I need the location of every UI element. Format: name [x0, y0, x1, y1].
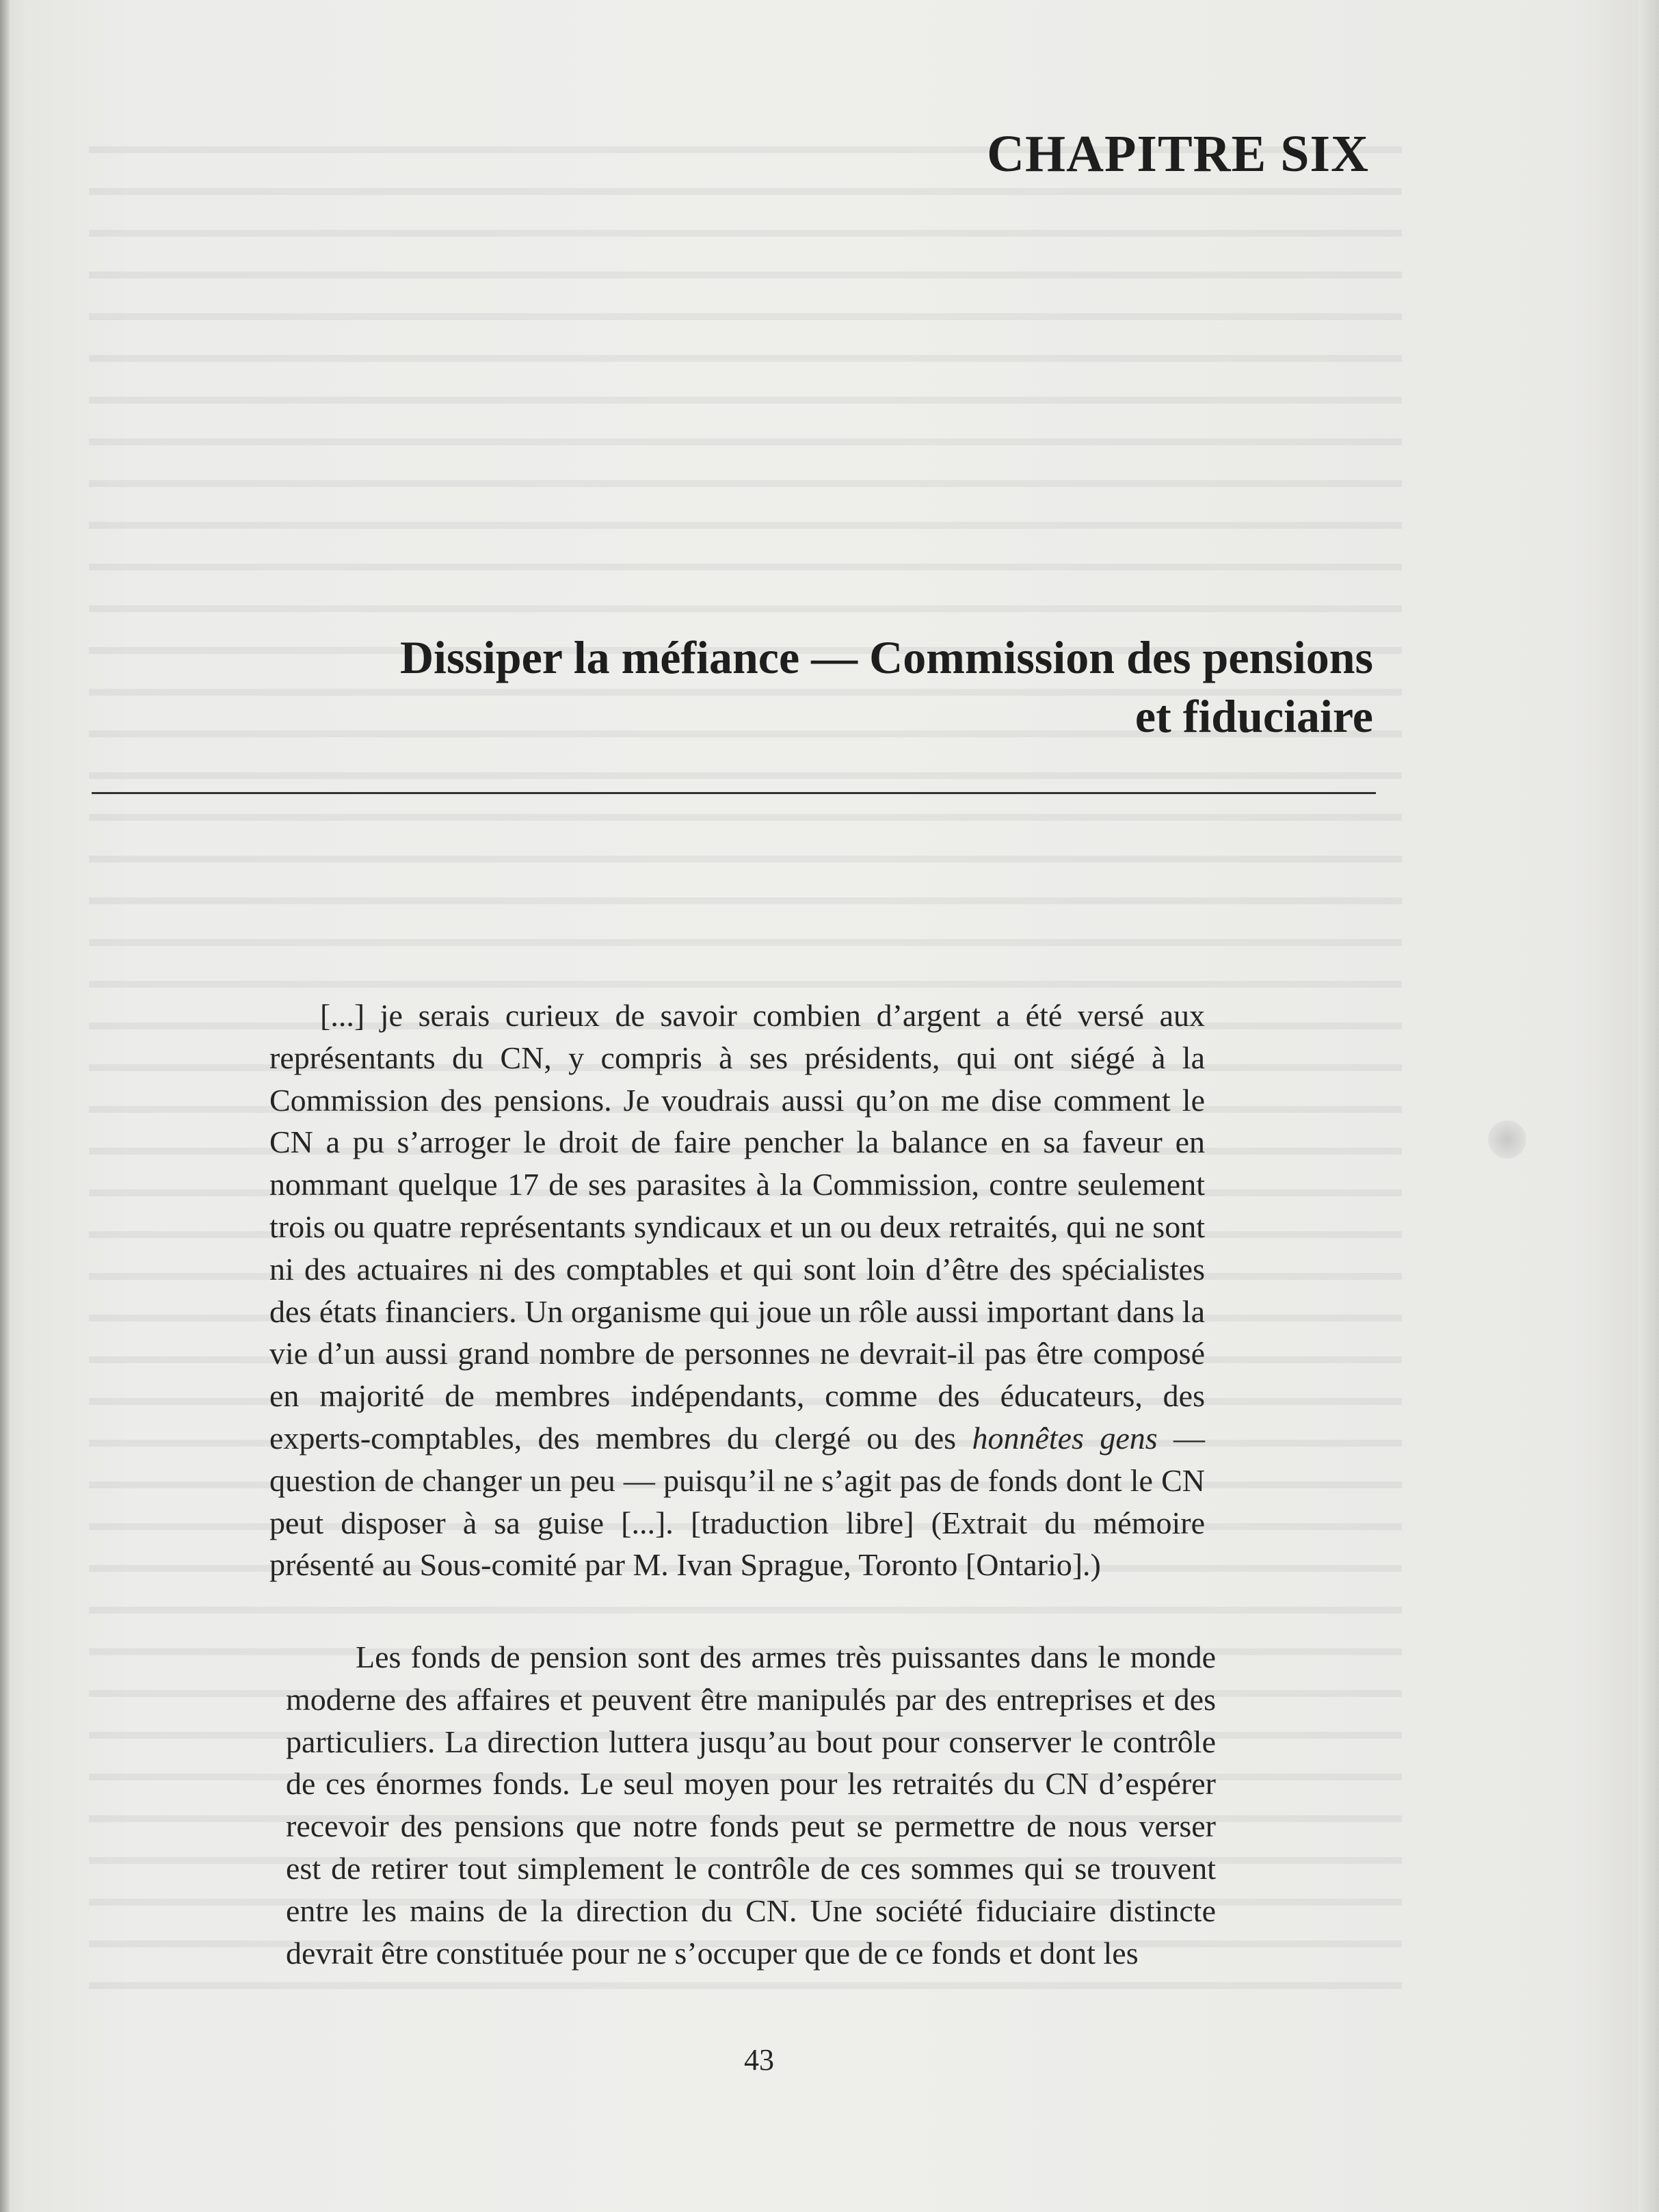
- page-fold-edge: [1638, 0, 1659, 2212]
- chapter-title: CHAPITRE SIX: [987, 125, 1369, 183]
- section-title-line-2: et fiduciaire: [1134, 690, 1373, 742]
- quote-text-part-2: — question de changer un peu — puisqu’il ne s’agit pas de fonds dont le CN peut disposer à sa guise [...]. [traduction libre] (Extrait du mémoire présenté au Sous-comité par M. Ivan Sprague, Toronto [Ontario].): [269, 1420, 1205, 1583]
- quote-text-part-1: [...] je serais curieux de savoir combien d’argent a été versé aux représentants du CN, y compris à ses présidents, qui ont siégé à la Commission des pensions. Je voudrais aussi qu’on me dise comment le CN a pu s’arroger le droit de faire pencher la balance en sa faveur en nommant quelque 17 de ses parasites à la Commission, contre seulement trois ou quatre représentants syndicaux et un ou deux retraités, qui ne sont ni des actuaires ni des comptables et qui sont loin d’être des spécialistes des états financiers. Un organisme qui joue un rôle aussi important dans la vie d’un aussi grand nombre de personnes ne devrait-il pas être composé en majorité de membres indépendants, comme des éducateurs, des experts-comptables, des membres du clergé ou des: [269, 998, 1205, 1456]
- body-paragraph: Les fonds de pension sont des armes très puissantes dans le monde moderne des affaires et peuvent être manipulés par des entreprises et des particuliers. La direction luttera jusqu’au bout pour conserver le contrôle de ces énormes fonds. Le seul moyen pour les retraités du CN d’espérer recevoir des pensions que notre fonds peut se permettre de nous verser est de retirer tout simplement le contrôle de ces sommes qui se trouvent entre les mains de la direction du CN. Une société fiduciaire distincte devrait être constituée pour ne s’occuper que de ce fonds et dont les: [286, 1640, 1216, 1971]
- paper-stain: [1488, 1120, 1526, 1159]
- section-title-line-1: Dissiper la méfiance — Commission des pensions: [399, 631, 1373, 683]
- block-quote: [269, 995, 1205, 1586]
- section-title: [239, 628, 1373, 746]
- page-binding-edge: [0, 0, 10, 2212]
- section-divider: [92, 792, 1376, 794]
- page-number: 43: [744, 2043, 774, 2077]
- quote-emphasis: honnêtes gens: [972, 1420, 1158, 1456]
